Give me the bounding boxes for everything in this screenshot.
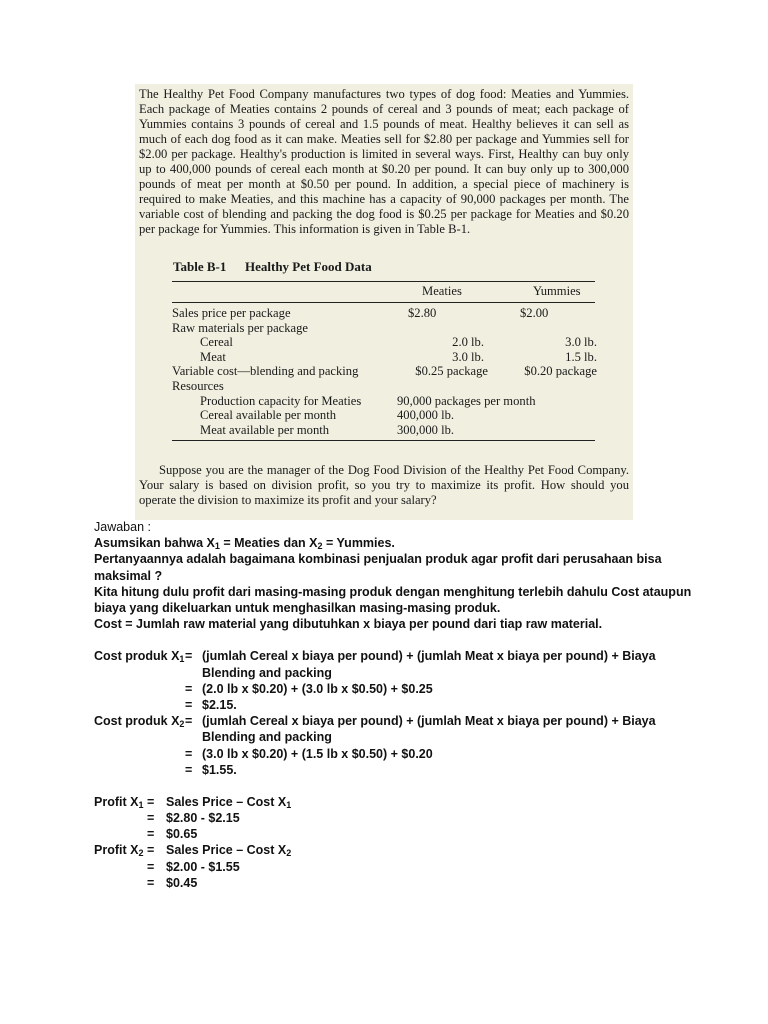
table-row: Meat 3.0 lb. 1.5 lb.	[200, 349, 597, 364]
table-title	[173, 259, 629, 275]
table-row: Cereal 2.0 lb. 3.0 lb.	[200, 335, 597, 350]
table-title-text: Healthy Pet Food Data	[245, 259, 372, 274]
cost1-formula-cont: Blending and packing	[202, 665, 332, 680]
profit2-result-row: = $0.45	[147, 875, 198, 890]
data-table	[172, 281, 595, 441]
cost2-result-row: = $1.55.	[185, 762, 237, 777]
cost2-formula-row: Cost produk $X_2$ = (jumlah Cereal x biaya per pound) + (jumlah Meat x biaya per pound) + Biaya	[94, 714, 656, 730]
problem-paragraph: The Healthy Pet Food Company manufactures two types of dog food: Meaties and Yummies. Each package of Meaties contains 2 pounds of cereal and 3 pounds of meat; each package of Yummies contains 3 pounds of cereal and 1.5 pounds of meat. Healthy believes it can sell as much of each dog food as it can make. Meaties sell for $2.80 per package and Yummies sell for $2.00 per package. Healthy's production is limited in several ways. First, Healthy can buy only up to 400,000 pounds of cereal each month at $0.20 per pound. It can buy only up to 300,000 pounds of meat per month at $0.50 per pound. In addition, a special piece of machinery is required to make Meaties, and this machine has a capacity of 90,000 packages per month. The variable cost of blending and packing the dog food is $0.25 per package for Meaties and $0.20 per package for Yummies. This information is given in Table B-1.	[139, 87, 629, 236]
assumption-line: Asumsikan bahwa $X_1$ = Meaties dan $X_2$ = Yummies.	[94, 536, 395, 552]
cost1-substitution-row: = (2.0 lb x $0.20) + (3.0 lb x $0.50) + $0.25	[185, 681, 433, 696]
problem-scan	[135, 84, 633, 520]
table-bottom-rule	[172, 440, 595, 441]
table-body	[172, 303, 595, 440]
profit1-substitution-row: = $2.80 - $2.15	[147, 811, 240, 826]
table-row: Variable cost—blending and packing $0.25 package $0.20 package	[172, 364, 597, 379]
cost2-formula-cont: Blending and packing	[202, 730, 332, 745]
profit1-result-row: = $0.65	[147, 827, 198, 842]
answer-heading: Jawaban :	[94, 520, 151, 534]
table-row: Resources	[172, 378, 224, 393]
table-number: Table B-1	[173, 259, 227, 274]
table-row: Sales price per package $2.80 $2.00	[172, 306, 549, 320]
table-row: Raw materials per package	[172, 320, 309, 335]
profit1-formula-row: Profit $X_1$ = Sales Price – Cost $X_1$	[94, 794, 292, 810]
question-line: Pertanyaannya adalah bagaimana kombinasi penjualan produk agar profit dari perusahaan bisa maksimal ?	[94, 552, 662, 583]
cost2-substitution-row: = (3.0 lb x $0.20) + (1.5 lb x $0.50) + $0.20	[185, 746, 433, 761]
table-row: Meat available per month 300,000 lb.	[200, 422, 455, 437]
question-paragraph: Suppose you are the manager of the Dog Food Division of the Healthy Pet Food Company. Your salary is based on division profit, so you try to maximize its profit. How should you operate the division to maximize its profit and your salary?	[139, 463, 629, 508]
table-row: Production capacity for Meaties 90,000 packages per month	[200, 393, 536, 408]
cost-definition-line: Cost = Jumlah raw material yang dibutuhkan x biaya per pound dari tiap raw material.	[94, 617, 603, 632]
table-row: Cereal available per month 400,000 lb.	[200, 408, 455, 423]
answer-section	[94, 519, 694, 891]
calc-intro-line: Kita hitung dulu profit dari masing-masing produk dengan menghitung terlebih dahulu Cost ataupun biaya yang dikeluarkan untuk menghasilkan masing-masing produk.	[94, 584, 692, 616]
header-yummies: Yummies	[533, 284, 581, 298]
cost1-formula-row: Cost produk $X_1$ = (jumlah Cereal x biaya per pound) + (jumlah Meat x biaya per pound) + Biaya	[94, 649, 656, 665]
cost1-result-row: = $2.15.	[185, 697, 237, 712]
table-header-row	[172, 282, 595, 302]
profit2-formula-row: Profit $X_2$ = Sales Price – Cost $X_2$	[94, 843, 292, 859]
profit2-substitution-row: = $2.00 - $1.55	[147, 859, 240, 874]
header-meaties: Meaties	[422, 284, 462, 298]
